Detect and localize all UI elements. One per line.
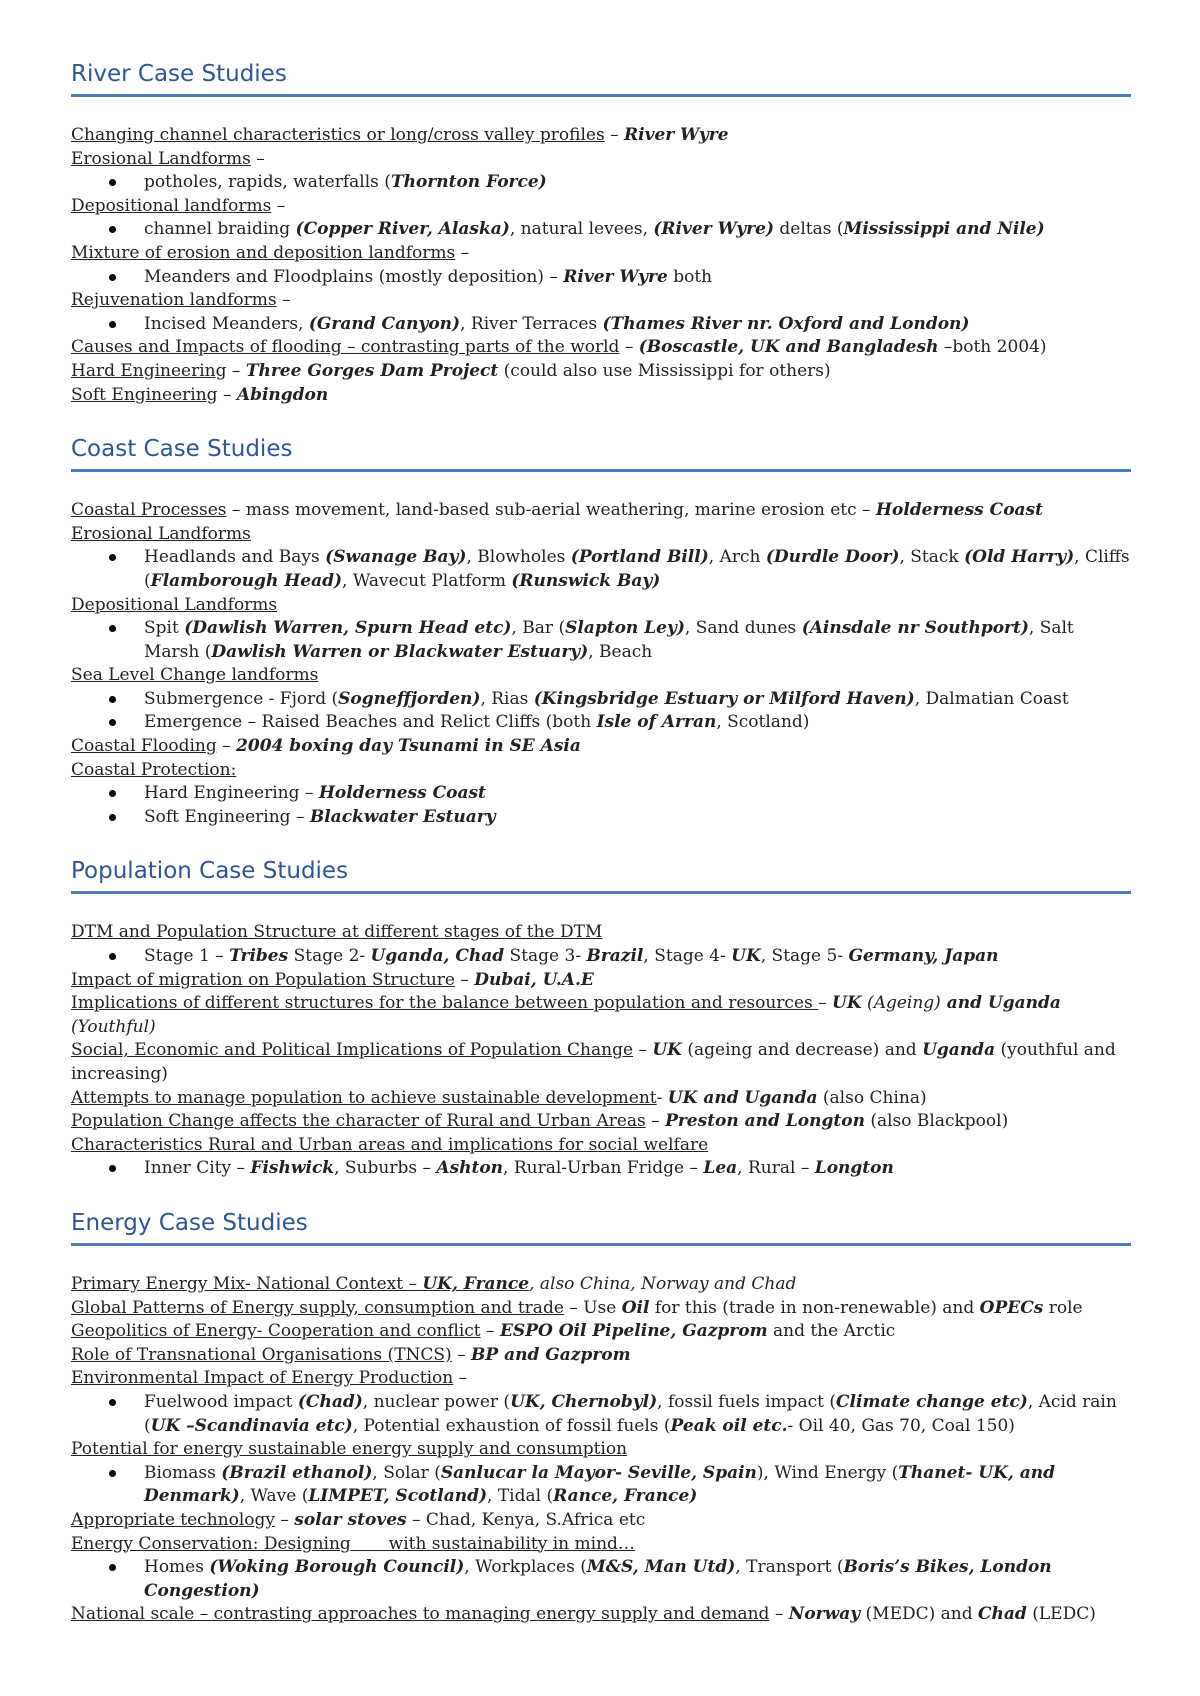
text: , nuclear power ( bbox=[362, 1391, 511, 1412]
case-study-name: Mississippi and Nile) bbox=[843, 219, 1045, 240]
coast-bullet-4 bbox=[71, 711, 1131, 735]
case-study-name: Peak oil etc. bbox=[670, 1415, 788, 1436]
text: , Bar ( bbox=[511, 618, 566, 639]
case-study-name: Holderness Coast bbox=[875, 500, 1043, 521]
text: –both 2004) bbox=[938, 337, 1047, 358]
text: , Solar ( bbox=[372, 1462, 441, 1483]
document-page bbox=[71, 58, 1131, 1627]
coast-line-1 bbox=[71, 499, 1131, 523]
text: (MEDC) and bbox=[860, 1604, 979, 1625]
population-section bbox=[71, 855, 1131, 1181]
text: (LEDC) bbox=[1026, 1604, 1096, 1625]
text: , Suburbs – bbox=[334, 1158, 437, 1179]
energy-line-9 bbox=[71, 1603, 1131, 1627]
topic-text: Erosional Landforms bbox=[71, 523, 251, 544]
text: Inner City – bbox=[144, 1158, 251, 1179]
text: – bbox=[455, 242, 470, 263]
case-study-name: Norway bbox=[788, 1604, 861, 1625]
text: Stage 1 – bbox=[144, 946, 230, 967]
text: – bbox=[633, 1040, 653, 1061]
text: , Beach bbox=[588, 641, 653, 662]
population-line-3 bbox=[71, 992, 1131, 1039]
text: for this (trade in non-renewable) and bbox=[649, 1297, 980, 1318]
case-study-name: Flamborough Head) bbox=[150, 570, 343, 591]
case-study-name: (Ainsdale nr Southport) bbox=[801, 618, 1029, 639]
case-study-name: (Swanage Bay) bbox=[325, 547, 467, 568]
topic-text: Potential for energy sustainable energy supply and consumption bbox=[71, 1439, 628, 1460]
case-study-name: Blackwater Estuary bbox=[309, 806, 496, 827]
text: potholes, rapids, waterfalls ( bbox=[144, 172, 391, 193]
topic-text: Depositional landforms bbox=[71, 195, 272, 216]
text: , River Terraces bbox=[460, 313, 603, 334]
text: , fossil fuels impact ( bbox=[657, 1391, 837, 1412]
river-line-3 bbox=[71, 195, 1131, 219]
case-study-name: Sanlucar la Mayor- Seville, Spain bbox=[440, 1462, 757, 1483]
case-study-name: ESPO Oil Pipeline, Gazprom bbox=[499, 1321, 768, 1342]
topic-text: Hard Engineering bbox=[71, 360, 227, 381]
topic-text: Changing channel characteristics or long/cross valley profiles bbox=[71, 125, 605, 145]
river-bullet-1 bbox=[71, 171, 1131, 195]
case-study-name: Climate change etc) bbox=[836, 1391, 1028, 1412]
topic-text: DTM and Population Structure at different stages of the DTM bbox=[71, 922, 603, 943]
text: Stage 2- bbox=[288, 946, 371, 967]
text: , Blowholes bbox=[466, 547, 571, 568]
case-study-name: BP and Gazprom bbox=[471, 1344, 631, 1365]
text: – Use bbox=[563, 1297, 622, 1318]
coast-bullet-2 bbox=[71, 617, 1131, 664]
text: , Rural-Urban Fridge – bbox=[503, 1158, 704, 1179]
river-line-6 bbox=[71, 336, 1131, 360]
text: , Potential exhaustion of fossil fuels ( bbox=[352, 1415, 671, 1436]
river-line-1 bbox=[71, 124, 1131, 148]
population-line-4 bbox=[71, 1039, 1131, 1086]
text: – bbox=[274, 1509, 295, 1530]
population-line-6 bbox=[71, 1110, 1131, 1134]
case-study-name: UK –Scandinavia etc) bbox=[150, 1415, 353, 1436]
case-study-name: Uganda bbox=[922, 1040, 996, 1061]
text: ), Wind Energy ( bbox=[756, 1462, 899, 1483]
coast-line-5 bbox=[71, 735, 1131, 759]
text: – bbox=[451, 1344, 472, 1365]
text: – bbox=[454, 969, 475, 990]
text: , Dalmatian Coast bbox=[914, 688, 1069, 709]
text: , Sand dunes bbox=[684, 618, 802, 639]
topic-text: Coastal Flooding bbox=[71, 736, 217, 757]
case-study-name: (Woking Borough Council) bbox=[209, 1557, 465, 1578]
energy-line-6 bbox=[71, 1438, 1131, 1462]
energy-line-5 bbox=[71, 1367, 1131, 1391]
topic-text: National scale – contrasting approaches to managing energy supply and demand bbox=[71, 1604, 770, 1625]
case-study-name: (Runswick Bay) bbox=[511, 570, 661, 591]
river-line-4 bbox=[71, 242, 1131, 266]
case-study-name: (Dawlish Warren, Spurn Head etc) bbox=[184, 618, 512, 639]
case-study-name: UK, France bbox=[422, 1273, 530, 1294]
case-study-name: River Wyre bbox=[624, 125, 729, 145]
topic-text: Energy Conservation: Designing with sustainability in mind… bbox=[71, 1533, 635, 1554]
topic-text: Implications of different structures for the balance between population and resources bbox=[71, 993, 819, 1014]
topic-text: Attempts to manage population to achieve sustainable development bbox=[71, 1087, 657, 1108]
case-study-name: (Thames River nr. Oxford and London) bbox=[602, 313, 970, 334]
case-study-name: Preston and Longton bbox=[665, 1111, 865, 1132]
section-spacer bbox=[71, 407, 1131, 433]
energy-line-1 bbox=[71, 1273, 1131, 1297]
energy-line-3 bbox=[71, 1320, 1131, 1344]
text: – bbox=[818, 993, 833, 1014]
case-study-name: UK and Uganda bbox=[667, 1087, 818, 1108]
case-study-name: Lea bbox=[703, 1158, 738, 1179]
text: , Stack bbox=[899, 547, 965, 568]
text: – bbox=[276, 290, 291, 311]
text: Hard Engineering – bbox=[144, 783, 319, 804]
case-study-name: Tribes bbox=[229, 946, 289, 967]
case-study-name: M&S, Man Utd) bbox=[586, 1557, 736, 1578]
case-study-name: Chad bbox=[978, 1604, 1027, 1625]
case-study-name: Holderness Coast bbox=[318, 783, 486, 804]
section-spacer bbox=[71, 1181, 1131, 1207]
text: – bbox=[250, 148, 265, 169]
text: , Rias bbox=[480, 688, 534, 709]
coast-section-title: Coast Case Studies bbox=[71, 433, 1131, 472]
case-study-name: Fishwick bbox=[250, 1158, 335, 1179]
text: , Rural – bbox=[737, 1158, 815, 1179]
text: , Salt Marsh ( bbox=[144, 618, 1074, 662]
topic-text: Sea Level Change landforms bbox=[71, 665, 319, 686]
text: – bbox=[480, 1321, 500, 1342]
text: – bbox=[604, 125, 625, 145]
text: – Chad, Kenya, S.Africa etc bbox=[406, 1509, 646, 1530]
text: - bbox=[656, 1087, 668, 1108]
case-study-name: 2004 boxing day Tsunami in SE Asia bbox=[236, 736, 581, 757]
case-study-name: Thanet- UK, and Denmark) bbox=[144, 1462, 1056, 1507]
text: – bbox=[619, 337, 639, 358]
topic-text: Erosional Landforms bbox=[71, 148, 251, 169]
coast-bullet-3 bbox=[71, 688, 1131, 712]
text: , Acid rain ( bbox=[144, 1391, 1117, 1436]
topic-text: Coastal Processes bbox=[71, 500, 227, 521]
energy-line-2 bbox=[71, 1297, 1131, 1321]
text: Fuelwood impact bbox=[144, 1391, 298, 1412]
coast-line-3 bbox=[71, 594, 1131, 618]
energy-bullet-3 bbox=[71, 1556, 1131, 1603]
text: – bbox=[217, 384, 237, 405]
text: and the Arctic bbox=[767, 1321, 896, 1342]
text: – bbox=[216, 736, 237, 757]
text: (ageing and decrease) and bbox=[681, 1040, 923, 1061]
population-line-2 bbox=[71, 969, 1131, 993]
energy-bullet-1 bbox=[71, 1391, 1131, 1438]
case-study-name: Boris’s Bikes, London Congestion) bbox=[144, 1557, 1052, 1601]
case-study-name: (Chad) bbox=[297, 1391, 363, 1412]
coast-line-2 bbox=[71, 523, 1131, 547]
coast-section bbox=[71, 433, 1131, 829]
text: (youthful and increasing) bbox=[71, 1040, 1116, 1084]
italic-note: (Youthful) bbox=[71, 1016, 156, 1037]
case-study-name: solar stoves bbox=[294, 1509, 407, 1530]
case-study-name: Ashton bbox=[436, 1158, 504, 1179]
text: – mass movement, land-based sub-aerial weathering, marine erosion etc – bbox=[226, 500, 876, 521]
topic-text: Characteristics Rural and Urban areas and implications for social welfare bbox=[71, 1134, 709, 1155]
topic-text: Depositional Landforms bbox=[71, 594, 278, 615]
text: Meanders and Floodplains (mostly deposition) – bbox=[144, 266, 564, 287]
case-study-name: Longton bbox=[814, 1158, 894, 1179]
topic-text: Global Patterns of Energy supply, consumption and trade bbox=[71, 1297, 564, 1318]
topic-text: Environmental Impact of Energy Production bbox=[71, 1368, 454, 1389]
river-line-5 bbox=[71, 289, 1131, 313]
text: Spit bbox=[144, 618, 185, 639]
text: , Wavecut Platform bbox=[342, 570, 512, 591]
topic-text: Role of Transnational Organisations (TNCS) bbox=[71, 1344, 452, 1365]
text: , Tidal ( bbox=[487, 1486, 554, 1507]
coast-line-6 bbox=[71, 759, 1131, 783]
italic-note: , also China, Norway and Chad bbox=[529, 1273, 797, 1294]
case-study-name: River Wyre bbox=[563, 266, 668, 287]
text: (also Blackpool) bbox=[864, 1111, 1009, 1132]
topic-text: Primary Energy Mix- National Context – bbox=[71, 1273, 423, 1294]
text: – bbox=[453, 1368, 468, 1389]
case-study-name: (River Wyre) bbox=[653, 219, 774, 240]
text: Submergence - Fjord ( bbox=[144, 688, 339, 709]
topic-text: Appropriate technology bbox=[71, 1509, 275, 1530]
river-line-2 bbox=[71, 148, 1131, 172]
population-bullet-2 bbox=[71, 1157, 1131, 1181]
text: – bbox=[226, 360, 246, 381]
case-study-name: UK bbox=[652, 1040, 682, 1061]
italic-note: (Ageing) bbox=[861, 993, 941, 1014]
text: – bbox=[645, 1111, 666, 1132]
case-study-name: Brazil bbox=[586, 946, 644, 967]
case-study-name: Germany, Japan bbox=[848, 946, 999, 967]
text: , Transport ( bbox=[735, 1557, 844, 1578]
case-study-name: (Brazil ethanol) bbox=[221, 1462, 373, 1483]
topic-text: Mixture of erosion and deposition landforms bbox=[71, 242, 456, 263]
topic-text: Population Change affects the character of Rural and Urban Areas bbox=[71, 1111, 646, 1132]
coast-line-4 bbox=[71, 664, 1131, 688]
coast-bullet-5 bbox=[71, 782, 1131, 806]
energy-section bbox=[71, 1207, 1131, 1627]
text: Stage 3- bbox=[504, 946, 587, 967]
case-study-name: Uganda, Chad bbox=[370, 946, 505, 967]
population-bullet-1 bbox=[71, 945, 1131, 969]
case-study-name: (Durdle Door) bbox=[765, 547, 900, 568]
case-study-name: LIMPET, Scotland) bbox=[308, 1486, 488, 1507]
case-study-name: (Kingsbridge Estuary or Milford Haven) bbox=[533, 688, 915, 709]
population-line-1 bbox=[71, 921, 1131, 945]
text: Biomass bbox=[144, 1462, 222, 1483]
case-study-name: and Uganda bbox=[940, 993, 1061, 1014]
river-line-7 bbox=[71, 360, 1131, 384]
case-study-name: Dawlish Warren or Blackwater Estuary) bbox=[211, 641, 589, 662]
topic-text: Geopolitics of Energy- Cooperation and conflict bbox=[71, 1321, 481, 1342]
section-spacer bbox=[71, 829, 1131, 855]
case-study-name: (Grand Canyon) bbox=[308, 313, 461, 334]
text: both bbox=[667, 266, 713, 287]
text: - Oil 40, Gas 70, Coal 150) bbox=[787, 1415, 1015, 1436]
river-section-title: River Case Studies bbox=[71, 58, 1131, 97]
text: channel braiding bbox=[144, 219, 296, 240]
text: (also China) bbox=[817, 1087, 927, 1108]
coast-bullet-1 bbox=[71, 546, 1131, 593]
case-study-name: (Portland Bill) bbox=[570, 547, 709, 568]
case-study-name: Oil bbox=[621, 1297, 650, 1318]
text: Homes bbox=[144, 1557, 210, 1578]
population-line-7 bbox=[71, 1134, 1131, 1158]
population-section-title: Population Case Studies bbox=[71, 855, 1131, 894]
text: role bbox=[1043, 1297, 1083, 1318]
text: , Arch bbox=[708, 547, 766, 568]
river-line-8 bbox=[71, 384, 1131, 408]
river-bullet-4 bbox=[71, 313, 1131, 337]
topic-text: Causes and Impacts of flooding – contrasting parts of the world bbox=[71, 337, 620, 358]
topic-text: Impact of migration on Population Structure bbox=[71, 969, 455, 990]
energy-line-7 bbox=[71, 1509, 1131, 1533]
topic-text: Rejuvenation landforms bbox=[71, 290, 277, 311]
text: Emergence – Raised Beaches and Relict Cliffs (both bbox=[144, 712, 597, 733]
coast-bullet-6 bbox=[71, 806, 1131, 830]
case-study-name: Rance, France) bbox=[553, 1486, 698, 1507]
text: , Scotland) bbox=[716, 712, 810, 733]
population-line-5 bbox=[71, 1087, 1131, 1111]
energy-bullet-2 bbox=[71, 1462, 1131, 1509]
text: , Workplaces ( bbox=[464, 1557, 587, 1578]
topic-text: Soft Engineering bbox=[71, 384, 218, 405]
energy-line-4 bbox=[71, 1344, 1131, 1368]
river-section bbox=[71, 58, 1131, 407]
text: – bbox=[769, 1604, 789, 1625]
energy-line-8 bbox=[71, 1533, 1131, 1557]
text: , Stage 4- bbox=[643, 946, 732, 967]
case-study-name: Thornton Force) bbox=[390, 172, 547, 193]
text: , natural levees, bbox=[509, 219, 654, 240]
case-study-name: (Copper River, Alaska) bbox=[295, 219, 510, 240]
case-study-name: Three Gorges Dam Project bbox=[245, 360, 499, 381]
text: – bbox=[271, 195, 286, 216]
case-study-name: Isle of Arran bbox=[596, 712, 717, 733]
case-study-name: Slapton Ley) bbox=[565, 618, 685, 639]
case-study-name: UK bbox=[832, 993, 862, 1014]
text: Soft Engineering – bbox=[144, 806, 310, 827]
text: Headlands and Bays bbox=[144, 547, 326, 568]
case-study-name: OPECs bbox=[979, 1297, 1044, 1318]
text: (could also use Mississippi for others) bbox=[498, 360, 831, 381]
text: , Stage 5- bbox=[760, 946, 849, 967]
case-study-name: UK bbox=[731, 946, 761, 967]
case-study-name: (Boscastle, UK and Bangladesh bbox=[638, 337, 939, 358]
river-bullet-3 bbox=[71, 266, 1131, 290]
text: , Cliffs ( bbox=[144, 547, 1130, 591]
text: Incised Meanders, bbox=[144, 313, 309, 334]
topic-text: Coastal Protection: bbox=[71, 759, 237, 780]
text: deltas ( bbox=[774, 219, 844, 240]
case-study-name: Abingdon bbox=[236, 384, 329, 405]
text: , Wave ( bbox=[239, 1486, 309, 1507]
river-bullet-2 bbox=[71, 218, 1131, 242]
topic-text: Social, Economic and Political Implications of Population Change bbox=[71, 1040, 634, 1061]
case-study-name: (Old Harry) bbox=[964, 547, 1075, 568]
case-study-name: Dubai, U.A.E bbox=[474, 969, 594, 990]
case-study-name: UK, Chernobyl) bbox=[510, 1391, 658, 1412]
energy-section-title: Energy Case Studies bbox=[71, 1207, 1131, 1246]
case-study-name: Sogneffjorden) bbox=[338, 688, 481, 709]
